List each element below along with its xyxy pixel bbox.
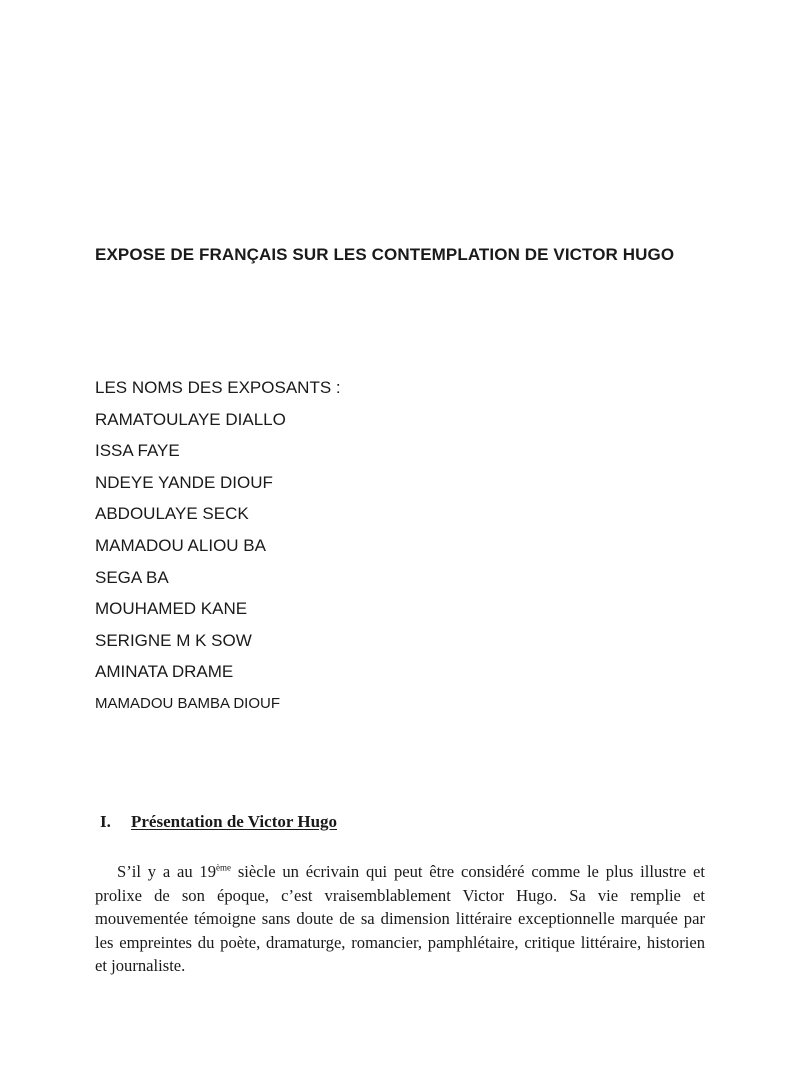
body-paragraph [95, 860, 705, 978]
presenter-name: AMINATA DRAME [95, 662, 234, 682]
paragraph-text-start: S’il y a au 19 [117, 862, 217, 881]
presenter-name: MOUHAMED KANE [95, 599, 248, 619]
section-heading [100, 812, 337, 832]
presenter-name: NDEYE YANDE DIOUF [95, 472, 273, 492]
presenter-name: MAMADOU ALIOU BA [95, 535, 266, 555]
presenter-name: RAMATOULAYE DIALLO [95, 409, 286, 429]
presenter-name: MAMADOU BAMBA DIOUF [95, 694, 281, 712]
ordinal-superscript: ème [216, 862, 232, 873]
paragraph-text-rest: siècle un écrivain qui peut être considéré comme le plus illustre et prolixe de son époque, c’est vraisemblablement Victor Hugo. Sa vie remplie et mouvementée témoigne sans doute de sa dimension littéraire exceptionnelle marquée par les empreintes du poète, dramaturge, romancier, pamphlétaire, critique littéraire, historien et journaliste. [95, 862, 705, 976]
presenter-name: ABDOULAYE SECK [95, 504, 249, 524]
presenter-name: SERIGNE M K SOW [95, 630, 252, 650]
section-title: Présentation de Victor Hugo [131, 812, 338, 831]
presenter-name: SEGA BA [95, 567, 169, 587]
section-number: I. [100, 812, 111, 831]
document-title: EXPOSE DE FRANÇAIS SUR LES CONTEMPLATION DE VICTOR HUGO [95, 245, 675, 264]
presenters-list [95, 376, 595, 724]
presenter-name: ISSA FAYE [95, 441, 180, 461]
presenters-heading: LES NOMS DES EXPOSANTS : [95, 378, 341, 397]
